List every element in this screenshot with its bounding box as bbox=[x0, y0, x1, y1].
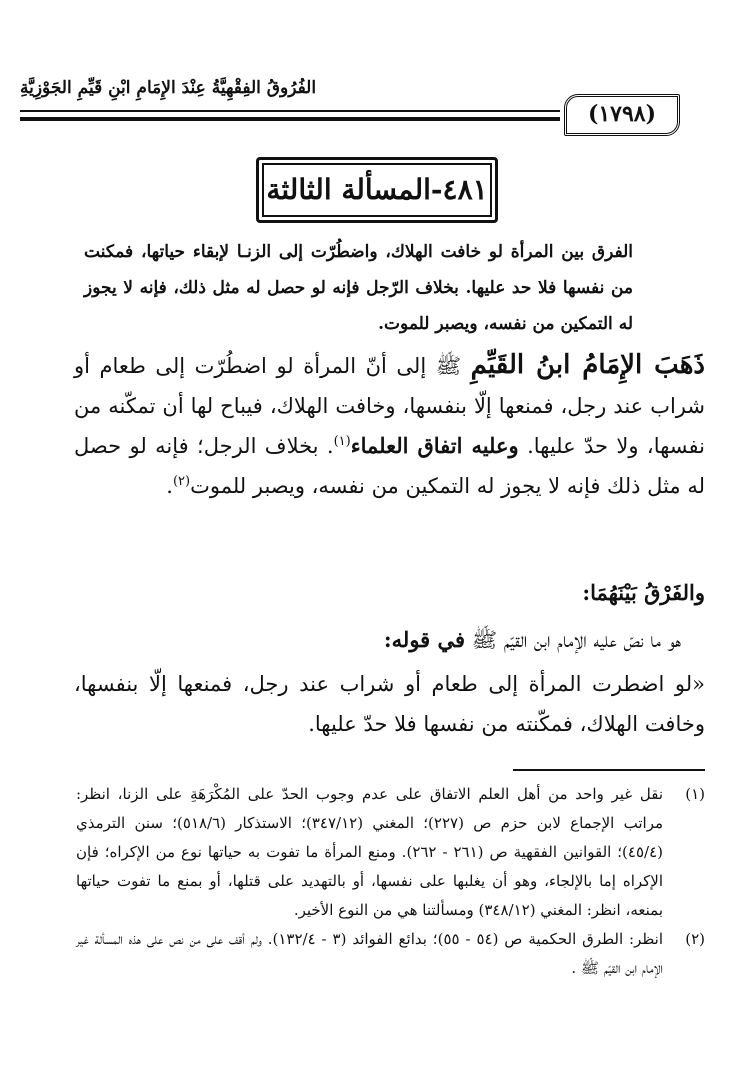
paragraph-text-a: إلى أنّ المرأة لو اضطُرّت إلى طعام أو شراب عند رجل، فمنعها إلّا بنفسها، وخافت الهلاك، فيباح لها أن تمكّنه من نفسها، ولا حدّ عليها. bbox=[74, 354, 705, 458]
issue-abstract: الفرق بين المرأة لو خافت الهلاك، واضطُرّت إلى الزنـا لإبقاء حياتها، فمكنت من نفسها فلا حد عليها. بخلاف الرّجل فإنه لو حصل له مثل ذلك، فإنه لا يجوز له التمكين من نفسه، ويصبر للموت. bbox=[84, 242, 633, 334]
honorific-glyph: ﷺ bbox=[435, 354, 462, 378]
header-rule-thin bbox=[20, 110, 560, 112]
main-paragraph bbox=[74, 346, 705, 506]
footnote-number: (٢) bbox=[685, 930, 705, 948]
footnote-text: نقل غير واحد من أهل العلم الاتفاق على عدم وجوب الحدّ على المُكْرَهَةِ على الزنا، انظر: مراتب الإجماع لابن حزم ص (٢٢٧)؛ المغني (٣٤٧/١٢)؛ الاستذكار (٥١٨/٦)؛ سنن الترمذي (٤٥/٤)؛ القوانين الفقهية ص (٢٦١ - ٢٦٢). ومنع المرأة ما تفوت به حياتها نوع من الإكراه؛ فإن الإكراه إما بالإلجاء، وهو أن يغلبها على نفسها، أو بالتهديد على قتلها، أو بمنع ما تفوت حياتها بمنعه، انظر: المغني (٣٤٨/١٢) ومسألتنا هي من النوع الأخير. bbox=[76, 785, 664, 919]
honorific-glyph: ﷺ bbox=[471, 628, 498, 652]
quote-intro-bold: في قوله: bbox=[383, 627, 466, 652]
page-number: (١٧٩٨) bbox=[564, 94, 680, 136]
issue-title: ٤٨١-المسألة الثالثة bbox=[266, 173, 488, 206]
section-subheading: والفَرْقُ بَيْنَهُمَا: bbox=[582, 580, 705, 605]
footnote-1 bbox=[76, 780, 705, 925]
quote-intro bbox=[74, 620, 681, 660]
lead-phrase: ذَهَبَ الإِمَامُ ابنُ القَيِّمِ bbox=[470, 350, 705, 380]
quoted-text: «لو اضطرت المرأة إلى طعام أو شراب عند رجل، فمنعها إلّا بنفسها، وخافت الهلاك، فمكّنته من نفسها فلا حدّ عليها. bbox=[74, 672, 705, 736]
footnote-2 bbox=[76, 925, 705, 983]
footnote-number: (١) bbox=[685, 785, 705, 803]
header-rule-thick bbox=[20, 117, 560, 121]
footnote-ref-2[interactable]: (٢) bbox=[172, 473, 191, 489]
paragraph-text-b: وعليه اتفاق العلماء bbox=[350, 433, 519, 458]
quote-intro-text: هو ما نصّ عليه الإمام ابن القيّم bbox=[503, 628, 681, 652]
footnote-ref-1[interactable]: (١) bbox=[333, 434, 351, 449]
footnotes bbox=[76, 780, 705, 983]
footnote-separator bbox=[513, 769, 705, 771]
page-header bbox=[20, 70, 720, 140]
footnote-text: انظر: الطرق الحكمية ص (٥٤ - ٥٥)؛ بدائع الفوائد (٣ - ١٣٢/٤). ولم أقف على من نص على هذه المسألة غير الإمام ابن القيّم ﷺ . bbox=[76, 930, 664, 977]
paragraph-text-c: . بخلاف الرجل؛ فإنه لو حصل له مثل ذلك فإنه لا يجوز له التمكين من نفسه، ويصبر للموت bbox=[74, 434, 705, 498]
paragraph-end: . bbox=[166, 473, 173, 498]
running-title: الفُرُوقُ الفِقْهِيَّةُ عِنْدَ الإِمَامِ ابْنِ قَيِّمِ الجَوْزِيَّةِ bbox=[20, 78, 317, 98]
issue-title-frame bbox=[256, 157, 498, 223]
